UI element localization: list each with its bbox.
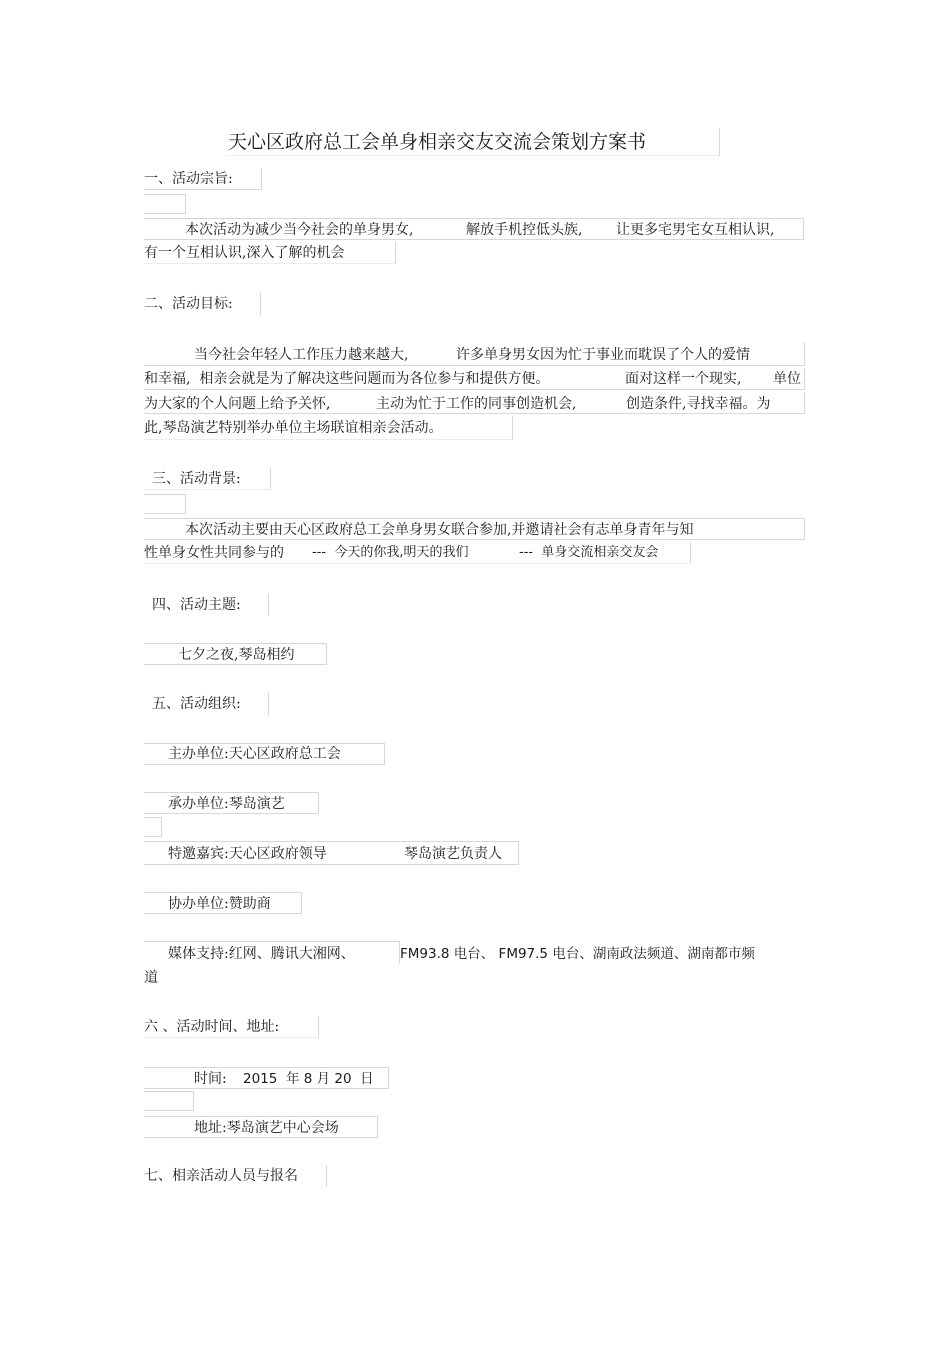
section-3-heading: 三、活动背景: <box>152 471 241 487</box>
s2-line-1b: 许多单身男女因为忙于事业而耽误了个人的爱情 <box>456 347 750 363</box>
media-support-2: FM93.8 电台、 FM97.5 电台、湖南政法频道、湖南都市频 <box>400 946 755 962</box>
s2-line-1a: 当今社会年轻人工作压力越来越大, <box>194 347 409 363</box>
empty-cell <box>144 494 186 514</box>
empty-cell <box>144 194 186 214</box>
media-support: 媒体支持:红网、腾讯大湘网、 <box>168 946 355 962</box>
s3-line-1: 本次活动主要由天心区政府总工会单身男女联合参加,并邀请社会有志单身青年与知 <box>185 522 694 538</box>
address: 地址:琴岛演艺中心会场 <box>194 1120 339 1136</box>
document-title: 天心区政府总工会单身相亲交友交流会策划方案书 <box>228 131 647 153</box>
host-unit: 主办单位:天心区政府总工会 <box>168 746 341 762</box>
s3-line-2b: --- 今天的你我,明天的我们 <box>312 545 469 560</box>
media-support-3: 道 <box>144 970 158 986</box>
s2-line-2b: 面对这样一个现实, <box>625 371 742 387</box>
s2-line-3b: 主动为忙于工作的同事创造机会, <box>376 396 577 412</box>
section-2-heading: 二、活动目标: <box>144 296 233 312</box>
special-guests: 特邀嘉宾:天心区政府领导 <box>168 846 327 862</box>
s1-line-1a: 本次活动为减少当今社会的单身男女, <box>185 222 414 238</box>
empty-cell <box>144 817 162 837</box>
s2-line-4: 此,琴岛演艺特别举办单位主场联谊相亲会活动。 <box>144 420 443 436</box>
s2-line-2a: 和幸福, 相亲会就是为了解决这些问题而为各位参与和提供方便。 <box>144 371 550 387</box>
section-7-heading: 七、相亲活动人员与报名 <box>144 1168 298 1184</box>
s1-line-1b: 解放手机控低头族, <box>466 222 583 238</box>
special-guests-2: 琴岛演艺负责人 <box>404 846 502 862</box>
s3-line-2a: 性单身女性共同参与的 <box>144 545 284 561</box>
empty-cell <box>144 1091 194 1111</box>
time-label: 时间: <box>194 1071 227 1087</box>
section-5-heading: 五、活动组织: <box>152 696 241 712</box>
s1-line-2: 有一个互相认识,深入了解的机会 <box>144 245 345 261</box>
s1-line-1c: 让更多宅男宅女互相认识, <box>616 222 775 238</box>
section-4-heading: 四、活动主题: <box>152 597 241 613</box>
activity-theme: 七夕之夜,琴岛相约 <box>178 647 295 663</box>
organizer-unit: 承办单位:琴岛演艺 <box>168 796 285 812</box>
time-value: 2015 年 8 月 20 日 <box>243 1071 374 1087</box>
s2-line-3c: 创造条件,寻找幸福。为 <box>626 396 771 412</box>
co-organizer: 协办单位:赞助商 <box>168 896 271 912</box>
section-1-heading: 一、活动宗旨: <box>144 171 233 187</box>
section-6-heading: 六 、活动时间、地址: <box>144 1019 280 1035</box>
s2-line-2c: 单位 <box>773 371 801 387</box>
s2-line-3a: 为大家的个人问题上给予关怀, <box>144 396 331 412</box>
s3-line-2c: --- 单身交流相亲交友会 <box>519 545 659 560</box>
